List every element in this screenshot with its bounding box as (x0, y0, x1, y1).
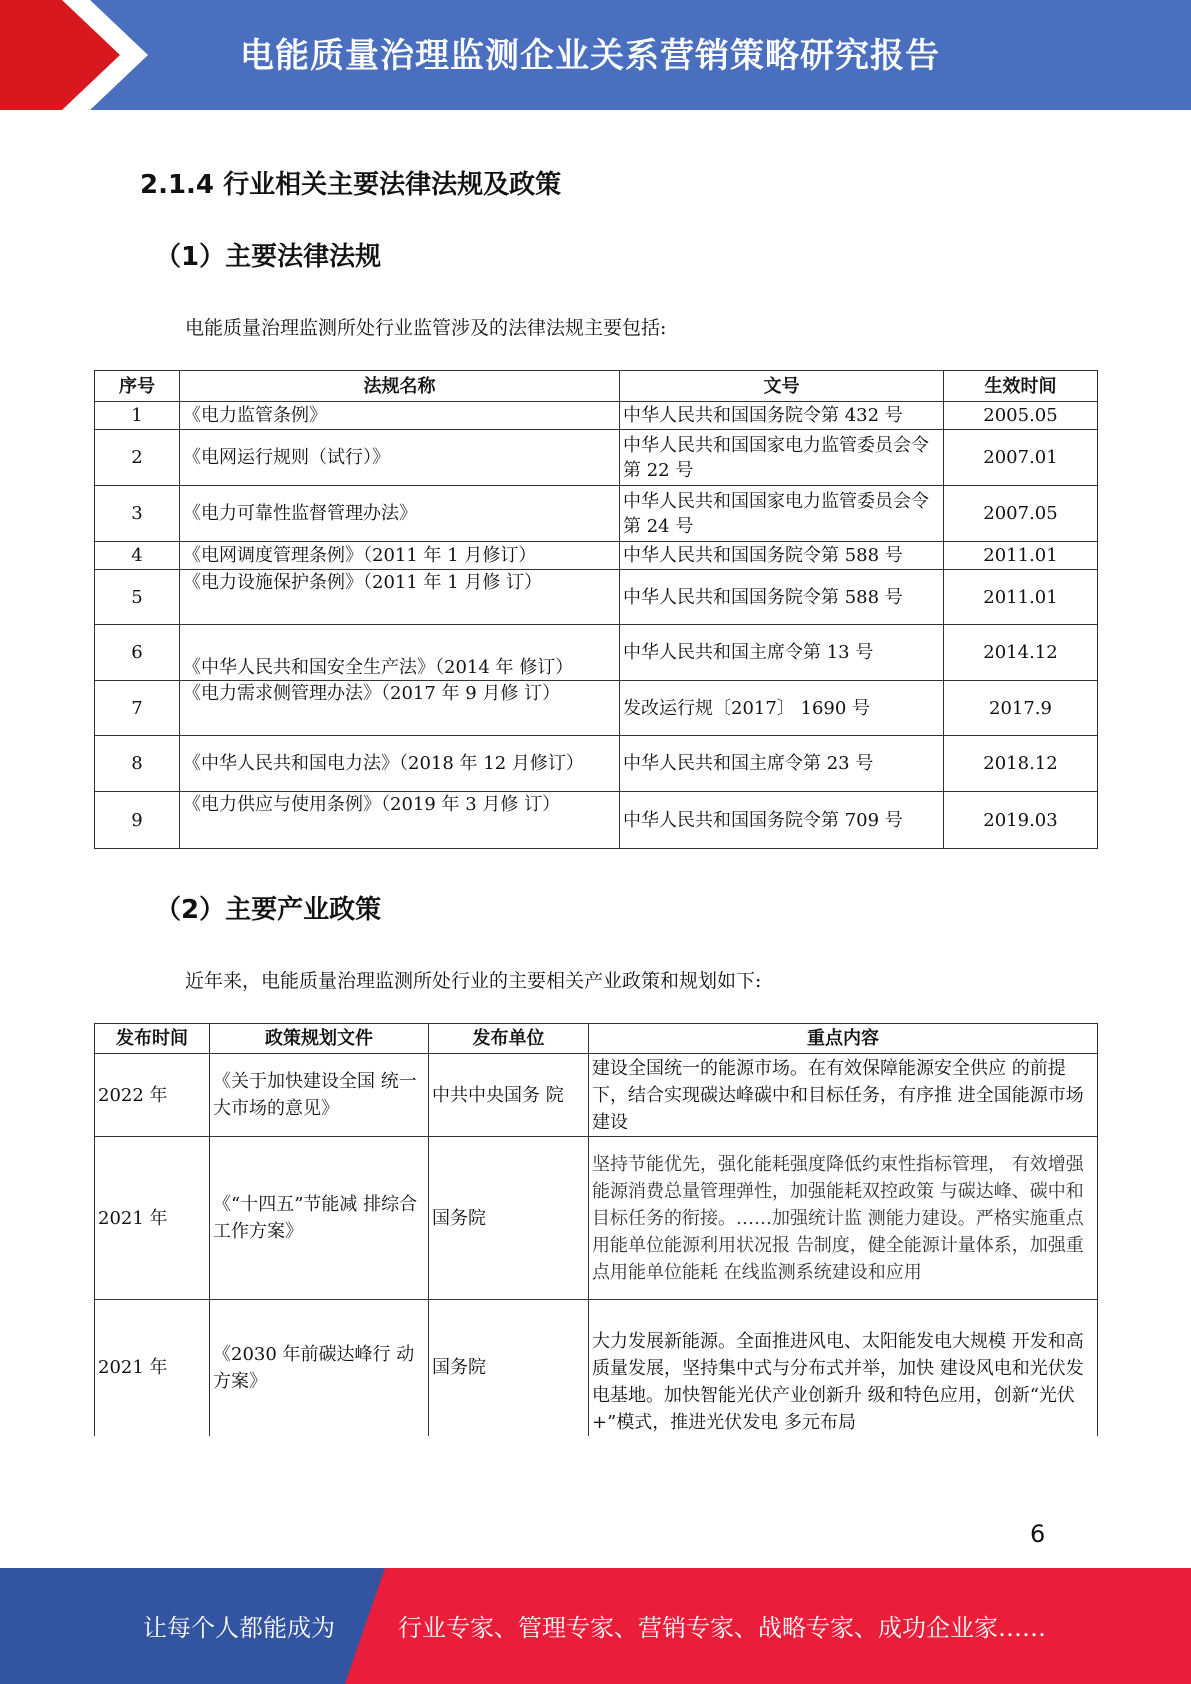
law-no: 1 (95, 402, 180, 430)
law-no: 5 (95, 570, 180, 625)
law-name: 《电网运行规则（试行）》 (180, 430, 620, 486)
col-header-issuer: 发布单位 (429, 1024, 589, 1054)
law-no: 7 (95, 681, 180, 736)
law-no: 4 (95, 542, 180, 570)
policy-doc: 《关于加快建设全国 统一大市场的意见》 (210, 1054, 429, 1137)
law-name: 《电力需求侧管理办法》（2017 年 9 月修 订） (180, 681, 620, 736)
col-header-date: 发布时间 (95, 1024, 210, 1054)
table-row (95, 430, 1098, 486)
table-row (95, 570, 1098, 625)
laws-table (94, 370, 1098, 849)
col-header-name: 法规名称 (180, 371, 620, 402)
laws-heading: （1）主要法律法规 (155, 242, 382, 272)
table-row (95, 402, 1098, 430)
footer-slogan-right: 行业专家、管理专家、营销专家、战略专家、成功企业家…… (398, 1614, 1046, 1642)
policies-intro: 近年来，电能质量治理监测所处行业的主要相关产业政策和规划如下: (185, 970, 762, 992)
col-header-content: 重点内容 (589, 1024, 1098, 1054)
col-header-no: 序号 (95, 371, 180, 402)
law-name: 《电力可靠性监督管理办法》 (180, 486, 620, 542)
policy-content: 坚持节能优先，强化能耗强度降低约束性指标管理， 有效增强能源消费总量管理弹性，加强能耗双控政策 与碳达峰、碳中和目标任务的衔接。……加强统计监 测能力建设。严格实施重点用能单位能源利用状况报 告制度，健全能源计量体系，加强重点用能单位能耗 在线监测系统建设和应用 (589, 1137, 1098, 1300)
table-header-row (95, 1024, 1098, 1054)
policy-date: 2021 年 (95, 1137, 210, 1300)
col-header-doc: 政策规划文件 (210, 1024, 429, 1054)
law-no: 3 (95, 486, 180, 542)
table-header-row (95, 371, 1098, 402)
table-row (95, 1054, 1098, 1137)
law-doc: 中华人民共和国国务院令第 432 号 (620, 402, 944, 430)
table-row (95, 792, 1098, 849)
col-header-date: 生效时间 (944, 371, 1098, 402)
law-no: 8 (95, 736, 180, 792)
table-row (95, 736, 1098, 792)
table-row (95, 625, 1098, 681)
table-row (95, 1300, 1098, 1436)
section-heading: 2.1.4 行业相关主要法律法规及政策 (140, 170, 562, 200)
law-name: 《电力供应与使用条例》（2019 年 3 月修 订） (180, 792, 620, 849)
law-date: 2017.9 (944, 681, 1098, 736)
policies-heading: （2）主要产业政策 (155, 895, 382, 925)
policy-doc: 《“十四五”节能减 排综合工作方案》 (210, 1137, 429, 1300)
law-date: 2007.01 (944, 430, 1098, 486)
law-doc: 中华人民共和国国家电力监管委员会令第 22 号 (620, 430, 944, 486)
law-doc: 中华人民共和国主席令第 23 号 (620, 736, 944, 792)
policy-issuer: 国务院 (429, 1300, 589, 1436)
law-date: 2018.12 (944, 736, 1098, 792)
law-doc: 中华人民共和国国家电力监管委员会令第 24 号 (620, 486, 944, 542)
law-date: 2011.01 (944, 542, 1098, 570)
table-row (95, 681, 1098, 736)
law-date: 2005.05 (944, 402, 1098, 430)
policy-date: 2021 年 (95, 1300, 210, 1436)
law-name: 《电网调度管理条例》（2011 年 1 月修订） (180, 542, 620, 570)
table-row (95, 1137, 1098, 1300)
policy-content: 建设全国统一的能源市场。在有效保障能源安全供应 的前提下，结合实现碳达峰碳中和目标任务，有序推 进全国能源市场建设 (589, 1054, 1098, 1137)
report-title: 电能质量治理监测企业关系营销策略研究报告 (240, 36, 940, 76)
footer-slogan-left: 让每个人都能成为 (143, 1614, 335, 1642)
policy-content: 大力发展新能源。全面推进风电、太阳能发电大规模 开发和高质量发展，坚持集中式与分布式并举，加快 建设风电和光伏发电基地。加快智能光伏产业创新升 级和特色应用，创新“光伏+”模式，推进光伏发电 多元布局 (589, 1300, 1098, 1436)
policy-issuer: 中共中央国务 院 (429, 1054, 589, 1137)
law-name: 《中华人民共和国安全生产法》（2014 年 修订） (180, 625, 620, 681)
policy-issuer: 国务院 (429, 1137, 589, 1300)
page-number: 6 (1030, 1520, 1046, 1548)
col-header-doc: 文号 (620, 371, 944, 402)
law-no: 2 (95, 430, 180, 486)
law-name: 《电力监管条例》 (180, 402, 620, 430)
law-no: 6 (95, 625, 180, 681)
law-no: 9 (95, 792, 180, 849)
table-row (95, 542, 1098, 570)
law-doc: 中华人民共和国国务院令第 709 号 (620, 792, 944, 849)
page-footer (0, 1568, 1191, 1684)
law-doc: 中华人民共和国国务院令第 588 号 (620, 570, 944, 625)
law-date: 2007.05 (944, 486, 1098, 542)
policy-date: 2022 年 (95, 1054, 210, 1137)
law-date: 2019.03 (944, 792, 1098, 849)
law-date: 2011.01 (944, 570, 1098, 625)
table-row (95, 486, 1098, 542)
law-date: 2014.12 (944, 625, 1098, 681)
policy-doc: 《2030 年前碳达峰行 动方案》 (210, 1300, 429, 1436)
policies-table (94, 1023, 1098, 1436)
law-name: 《中华人民共和国电力法》（2018 年 12 月修订） (180, 736, 620, 792)
law-name: 《电力设施保护条例》（2011 年 1 月修 订） (180, 570, 620, 625)
law-doc: 中华人民共和国主席令第 13 号 (620, 625, 944, 681)
law-doc: 中华人民共和国国务院令第 588 号 (620, 542, 944, 570)
laws-intro: 电能质量治理监测所处行业监管涉及的法律法规主要包括: (185, 317, 667, 339)
law-doc: 发改运行规〔2017〕 1690 号 (620, 681, 944, 736)
page-header (0, 0, 1191, 110)
